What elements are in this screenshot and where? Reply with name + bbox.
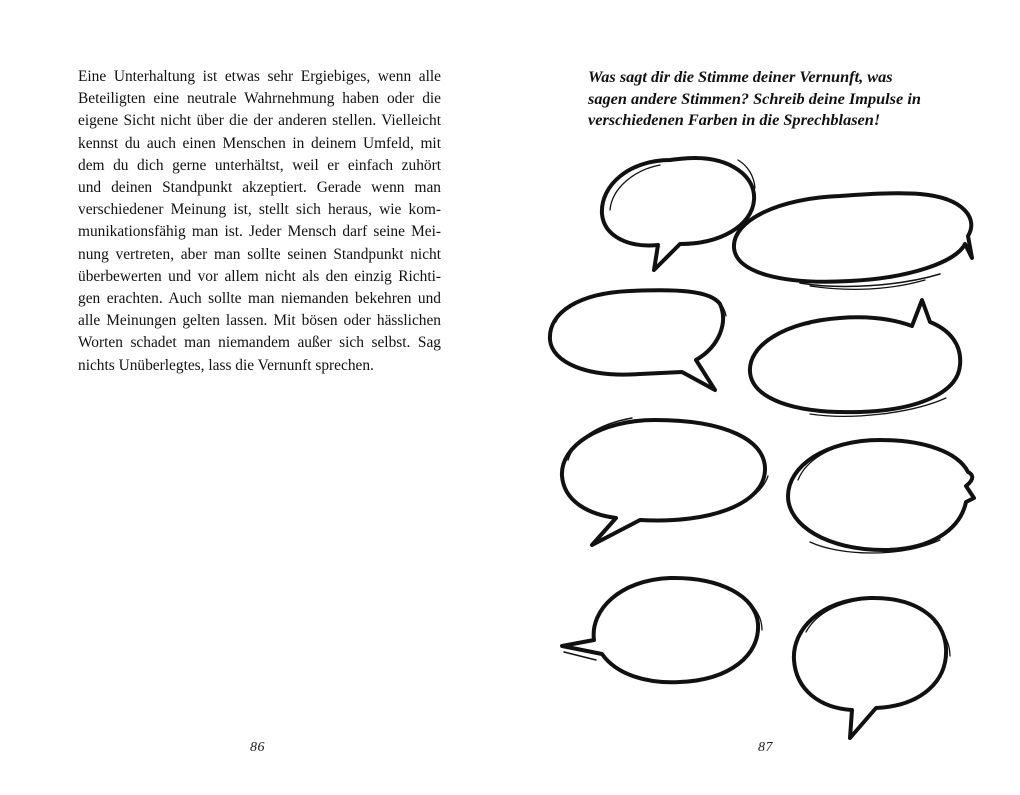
body-line: nung vertreten, aber man sollte seinen Standpunkt nicht	[78, 245, 441, 263]
body-line: kennst du auch einen Menschen in deinem Umfeld, mit	[78, 134, 441, 152]
body-line: munikationsfähig man ist. Jeder Mensch darf seine Mei-	[78, 223, 441, 241]
body-line: eigene Sicht nicht über die der anderen stellen. Vielleicht	[78, 112, 441, 130]
body-line: überbewerten und vor allem nicht als den einzig Richti-	[78, 267, 441, 285]
body-line: und deinen Standpunkt akzeptiert. Gerade wenn man	[78, 179, 441, 197]
page-number-left: 86	[250, 740, 265, 755]
prompt-line: sagen andere Stimmen? Schreib deine Impulse in	[588, 88, 921, 108]
speech-bubble-icon[interactable]	[550, 290, 726, 390]
body-text	[78, 66, 441, 377]
body-line: gen erachten. Auch sollte man niemanden bekehren und	[78, 290, 441, 308]
page-number-right: 87	[758, 740, 773, 755]
prompt-line: verschiedenen Farben in die Sprechblasen!	[588, 110, 881, 130]
speech-bubble-icon[interactable]	[788, 440, 974, 553]
speech-bubbles	[510, 0, 1020, 795]
speech-bubble-icon[interactable]	[602, 158, 755, 270]
body-line: Beteiligten eine neutrale Wahrnehmung haben oder die	[78, 90, 441, 108]
speech-bubble-icon[interactable]	[794, 598, 950, 738]
body-line: dem du dich gerne unterhältst, weil er einfach zuhört	[78, 156, 441, 174]
prompt-line: Was sagt dir die Stimme deiner Vernunft, was	[588, 67, 893, 86]
body-line: verschiedener Meinung ist, stellt sich heraus, wie kom-	[78, 201, 441, 219]
speech-bubble-icon[interactable]	[562, 418, 768, 545]
body-line: alle Meinungen gelten lassen. Mit bösen oder hässlichen	[78, 312, 441, 330]
body-line: Eine Unterhaltung ist etwas sehr Ergiebiges, wenn alle	[78, 68, 441, 85]
speech-bubble-icon[interactable]	[750, 300, 960, 416]
speech-bubble-icon[interactable]	[562, 578, 762, 682]
body-line: Worten schadet man niemandem außer sich selbst. Sag	[78, 334, 441, 352]
right-page	[510, 0, 1020, 795]
speech-bubble-icon[interactable]	[734, 193, 972, 289]
body-line: nichts Unüberlegtes, lass die Vernunft sprechen.	[78, 356, 374, 374]
